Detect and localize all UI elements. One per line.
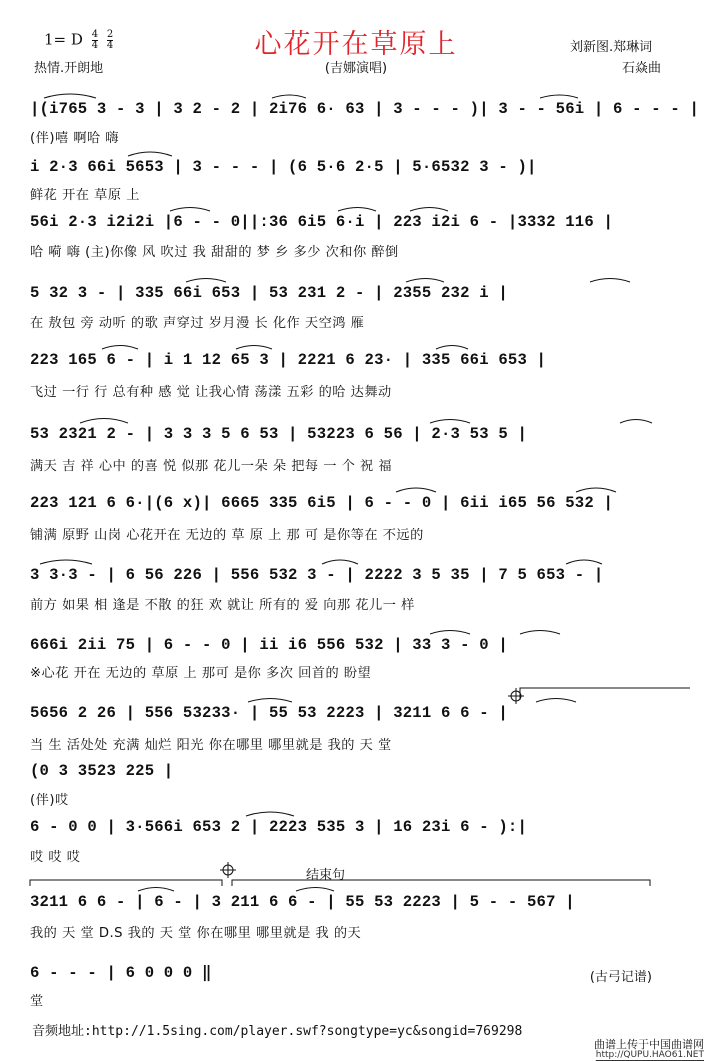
song-title: 心花开在草原上 [254, 29, 458, 60]
audio-label: 音频地址: [32, 1024, 92, 1039]
audio-address [32, 1020, 522, 1039]
lyrics-line-3: 哈 嗬 嗨 (主)你像 风 吹过 我 甜甜的 梦 乡 多少 次和你 醉倒 [30, 245, 399, 260]
watermark-site-name: 曲谱上传于中国曲谱网 [594, 1038, 704, 1051]
lyrics-line-1: (伴)嘻 啊哈 嗨 [30, 131, 120, 146]
transcriber-credit: (古弓记谱) [589, 970, 652, 985]
slur [590, 279, 630, 283]
lyrics-line-11: (伴)哎 [30, 793, 69, 808]
slur [102, 346, 138, 350]
lyrics-line-13: 我的 天 堂 D.S 我的 天 堂 你在哪里 哪里就是 我 的天 [30, 926, 362, 941]
lyrics-line-14: 堂 [30, 994, 44, 1009]
notation-line-14: 6 - - - | 6 0 0 0 ‖ [30, 964, 212, 982]
notation-line-12: 6 - 0 0 | 3·566i 653 2 | 2223 535 3 | 16 23i 6 - ):| [30, 818, 528, 836]
notation-line-4: 5 32 3 - | 335 66i 653 | 53 231 2 - | 2355 232 i | [30, 284, 508, 302]
slur [170, 208, 210, 212]
lyrics-line-10: 当 生 活处处 充满 灿烂 阳光 你在哪里 哪里就是 我的 天 堂 [30, 738, 392, 753]
notation-line-3: 56i 2·3 i2i2i |6 - - 0||:36 6i5 6·i | 223 i2i 6 - |3332 116 | [30, 213, 614, 231]
slur [272, 95, 306, 98]
slur [246, 812, 294, 816]
slur [248, 699, 292, 703]
slur [406, 279, 444, 283]
notation-line-11: (0 3 3523 225 | [30, 762, 174, 780]
slur [44, 94, 96, 98]
time-signature-2: $\frac{2}{4}$ [106, 29, 114, 51]
lyrics-line-6: 满天 吉 祥 心中 的喜 悦 似那 花儿一朵 朵 把每 一 个 祝 福 [30, 459, 393, 474]
notation-line-5: 223 165 6 - | i 1 12 65 3 | 2221 6 23· | 335 66i 653 | [30, 351, 547, 369]
singer-credit: (吉娜演唱) [324, 61, 388, 76]
slur [566, 560, 602, 564]
slur [430, 420, 470, 424]
key-label: 1= D [44, 30, 83, 49]
slur [410, 208, 448, 212]
slur [620, 420, 652, 424]
notation-line-9: 666i 2ii 75 | 6 - - 0 | ii i6 556 532 | 33 3 - 0 | [30, 636, 508, 654]
notation-line-8: 3 3·3 - | 6 56 226 | 556 532 3 - | 2222 3 5 35 | 7 5 653 - | [30, 566, 604, 584]
composer-credit: 石焱曲 [622, 61, 662, 76]
slur [430, 631, 470, 635]
tempo-marking: 热情.开朗地 [34, 61, 104, 76]
lyrics-line-2: 鲜花 开在 草原 上 [30, 188, 140, 203]
audio-url-link[interactable]: http://1.5sing.com/player.swf?songtype=yc&songid=769298 [91, 1024, 523, 1039]
lyrics-line-4: 在 敖包 旁 动听 的歌 声穿过 岁月漫 长 化作 天空鸿 雁 [30, 316, 365, 331]
coda-sign [511, 691, 521, 701]
ending-label: 结束句 [306, 868, 346, 883]
notation-line-10: 5656 2 26 | 556 53233· | 55 53 2223 | 3211 6 6 - | [30, 704, 508, 722]
volta-bracket-1 [520, 688, 690, 700]
slur [338, 208, 376, 212]
slur [540, 95, 578, 98]
slur [322, 560, 358, 564]
watermark-url[interactable]: http://QUPU.HAO61.NET [595, 1050, 704, 1060]
notation-line-13: 3211 6 6 - | 6 - | 3 211 6 6 - | 55 53 2223 | 5 - - 567 | [30, 893, 575, 911]
lyrics-line-5: 飞过 一行 行 总有种 感 觉 让我心情 荡漾 五彩 的哈 达舞动 [30, 385, 392, 400]
slur [128, 152, 172, 156]
lyricist-credit: 刘新图.郑琳词 [570, 40, 653, 55]
lyrics-line-9: ※心花 开在 无边的 草原 上 那可 是你 多次 回首的 盼望 [30, 666, 372, 681]
slur [536, 699, 576, 703]
time-signature-1: $\frac{4}{4}$ [91, 29, 99, 51]
slur [40, 560, 92, 564]
slur [396, 488, 436, 492]
volta-bracket-3 [232, 880, 650, 886]
volta-bracket-2 [30, 880, 222, 886]
notation-line-2: i 2·3 66i 5653 | 3 - - - | (6 5·6 2·5 | 5·6532 3 - )| [30, 158, 537, 176]
notation-line-6: 53 2321 2 - | 3 3 3 5 6 53 | 53223 6 56 | 2·3 53 5 | [30, 425, 528, 443]
lyrics-line-8: 前方 如果 相 逢是 不散 的狂 欢 就让 所有的 爱 向那 花儿一 样 [30, 598, 415, 613]
slur [80, 419, 128, 424]
slur [138, 888, 174, 892]
lyrics-line-12: 哎 哎 哎 [30, 850, 81, 865]
slur [436, 346, 468, 350]
notation-line-7: 223 121 6 6·|(6 x)| 6665 335 6i5 | 6 - - 0 | 6ii i65 56 532 | [30, 494, 614, 512]
lyrics-line-7: 铺满 原野 山岗 心花开在 无边的 草 原 上 那 可 是你等在 不远的 [30, 528, 424, 543]
slur [520, 631, 560, 635]
slur [236, 346, 272, 350]
notation-line-1: |(i765 3 - 3 | 3 2 - 2 | 2i76 6· 63 | 3 - - - )| 3 - - 56i | 6 - - - | [30, 100, 700, 118]
slur [296, 888, 334, 892]
slur [576, 488, 616, 492]
slur [186, 279, 226, 283]
coda-sign [223, 865, 233, 875]
